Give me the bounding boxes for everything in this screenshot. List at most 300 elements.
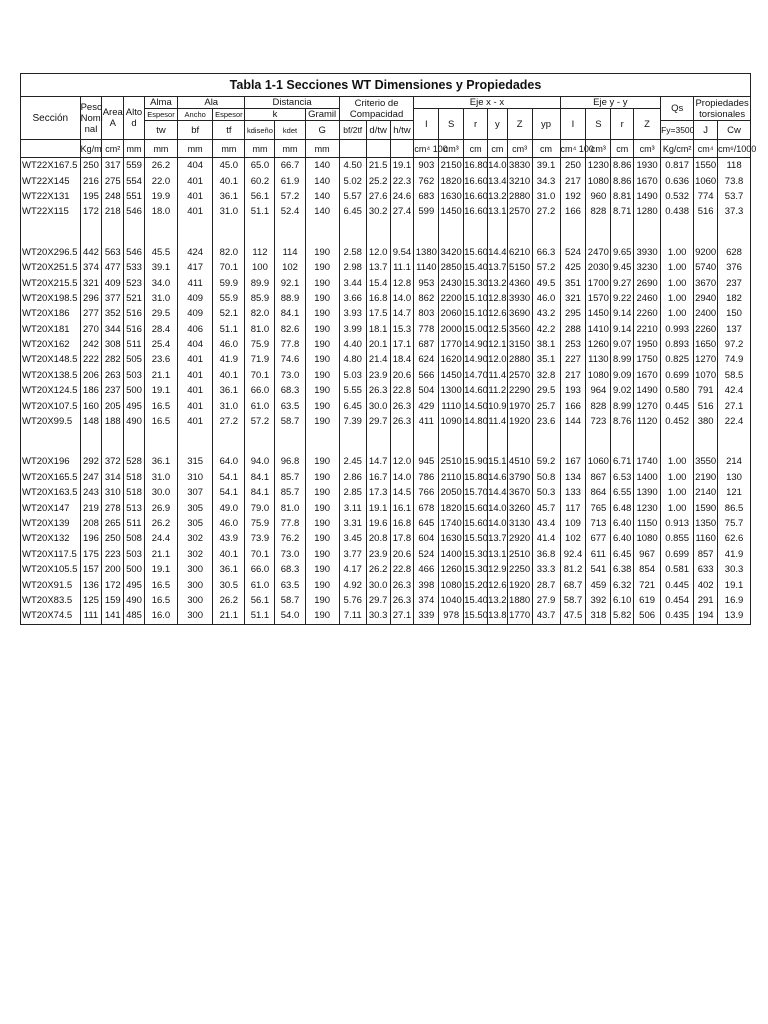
table-cell: 50.8: [532, 470, 560, 485]
table-cell: 175: [80, 547, 102, 562]
table-cell: 26.3: [390, 577, 414, 592]
table-cell: 503: [124, 368, 145, 383]
table-cell: 3230: [634, 260, 661, 275]
table-cell: 401: [178, 414, 213, 429]
table-cell: 59.2: [532, 454, 560, 469]
table-cell: 1590: [694, 500, 718, 515]
table-cell: 253: [560, 337, 586, 352]
section-name-cell: WT22X167.5: [21, 158, 80, 174]
table-cell: 16.8: [366, 291, 390, 306]
table-cell: 1270: [694, 352, 718, 367]
table-cell: 31.0: [213, 204, 245, 219]
table-cell: 1140: [414, 260, 439, 275]
table-cell: 85.9: [245, 291, 275, 306]
table-cell: 425: [560, 260, 586, 275]
table-cell: 14.7: [366, 454, 390, 469]
spacer-cell: [560, 429, 586, 454]
table-cell: 41.4: [532, 531, 560, 546]
table-cell: 0.580: [661, 383, 694, 398]
table-cell: 3150: [507, 337, 532, 352]
table-cell: 190: [305, 352, 339, 367]
table-cell: 26.2: [366, 562, 390, 577]
table-cell: 300: [178, 593, 213, 608]
table-cell: 2470: [586, 245, 611, 260]
table-cell: 401: [178, 352, 213, 367]
table-cell: 52.4: [275, 204, 305, 219]
table-row: [21, 306, 750, 321]
table-cell: 1930: [634, 158, 661, 174]
table-cell: 1230: [634, 500, 661, 515]
table-cell: 10.9: [487, 398, 507, 413]
table-cell: 2200: [439, 291, 464, 306]
table-cell: 34.0: [144, 275, 177, 290]
table-cell: 243: [80, 485, 102, 500]
table-cell: 205: [102, 398, 124, 413]
table-cell: 250: [80, 158, 102, 174]
table-cell: 39.1: [532, 158, 560, 174]
table-cell: 1160: [694, 531, 718, 546]
table-cell: 14.80: [464, 414, 488, 429]
spacer-cell: [532, 220, 560, 245]
table-cell: 81.2: [560, 562, 586, 577]
table-cell: 2430: [439, 275, 464, 290]
table-cell: 37.3: [724, 206, 744, 218]
table-cell: 190: [305, 322, 339, 337]
table-cell: 102: [275, 260, 305, 275]
table-cell: 406: [178, 322, 213, 337]
table-cell: 140: [305, 173, 339, 188]
table-cell: 1280: [634, 204, 661, 219]
table-cell: 2690: [634, 275, 661, 290]
header-distancia: Distancia: [245, 97, 339, 109]
table-cell: 554: [124, 173, 145, 188]
table-cell: 4.80: [339, 352, 366, 367]
table-cell: 13.9: [724, 610, 744, 622]
table-cell: 903: [414, 158, 439, 174]
table-cell: 352: [102, 306, 124, 321]
table-cell: 3560: [507, 322, 532, 337]
table-cell: 14.90: [464, 352, 488, 367]
table-cell: 30.3: [724, 564, 744, 576]
table-cell: 16.1: [390, 500, 414, 515]
header-bf: bf: [178, 121, 213, 140]
table-cell: 28.4: [144, 322, 177, 337]
table-cell: 70.1: [245, 547, 275, 562]
table-cell: 36.1: [213, 562, 245, 577]
table-cell: 683: [414, 189, 439, 204]
units-cell: cm²: [102, 140, 124, 158]
table-cell: 7.39: [339, 414, 366, 429]
table-cell: 0.636: [661, 173, 694, 188]
table-cell: 4.50: [339, 158, 366, 174]
table-cell: 26.2: [144, 158, 177, 174]
table-cell: 945: [414, 454, 439, 469]
table-cell: 23.6: [532, 414, 560, 429]
table-cell: 29.7: [366, 593, 390, 608]
table-cell: 442: [80, 245, 102, 260]
table-cell: 31.0: [144, 291, 177, 306]
table-cell: 77.8: [275, 516, 305, 531]
table-cell: 1260: [586, 337, 611, 352]
table-cell: 4.40: [339, 337, 366, 352]
table-cell: 2.86: [339, 470, 366, 485]
table-cell: 1230: [586, 158, 611, 174]
table-cell: 1060: [694, 173, 718, 188]
table-cell: 1450: [439, 368, 464, 383]
header-j: J: [694, 121, 718, 140]
table-cell: 2060: [439, 306, 464, 321]
table-cell: 112: [245, 245, 275, 260]
table-cell: 100: [245, 260, 275, 275]
table-cell: 300: [178, 608, 213, 623]
table-cell: 9.09: [611, 368, 634, 383]
table-cell: 1820: [439, 173, 464, 188]
table-cell: 3.99: [339, 322, 366, 337]
table-cell: 1490: [634, 189, 661, 204]
table-cell: 308: [102, 337, 124, 352]
table-cell: 16.60: [464, 189, 488, 204]
table-cell: 20.6: [390, 547, 414, 562]
table-cell: 551: [124, 189, 145, 204]
table-cell: 16.5: [144, 593, 177, 608]
units-cell: mm: [275, 140, 305, 158]
table-cell: 376: [726, 262, 742, 274]
table-cell: 190: [305, 306, 339, 321]
table-cell: 828: [586, 204, 611, 219]
table-cell: 721: [634, 577, 661, 592]
table-cell: 14.0: [487, 516, 507, 531]
header-yp: yp: [532, 109, 560, 140]
table-title: Tabla 1-1 Secciones WT Dimensiones y Propiedades: [21, 74, 750, 97]
table-cell: 3930: [507, 291, 532, 306]
table-cell: 167: [560, 454, 586, 469]
table-cell: 1770: [507, 608, 532, 623]
table-cell: 2940: [694, 291, 718, 306]
spacer-cell: [102, 220, 124, 245]
table-cell: 14.70: [464, 368, 488, 383]
table-cell: 6210: [507, 245, 532, 260]
table-cell: 166: [560, 204, 586, 219]
table-cell: 30.0: [366, 398, 390, 413]
table-row: [21, 368, 750, 383]
table-cell: 23.6: [144, 352, 177, 367]
table-cell: 23.9: [366, 547, 390, 562]
table-cell: 15.30: [464, 275, 488, 290]
table-cell: 1630: [439, 189, 464, 204]
header-ala-espesor: Espesor: [213, 109, 245, 121]
header-iy: I: [560, 109, 586, 140]
table-cell: 2150: [439, 158, 464, 174]
table-cell: 19.6: [366, 516, 390, 531]
table-cell: 516: [124, 322, 145, 337]
table-cell: 503: [124, 547, 145, 562]
table-cell: 1350: [694, 516, 718, 531]
table-cell: 0.699: [661, 547, 694, 562]
table-cell: 15.1: [487, 454, 507, 469]
table-cell: 190: [305, 547, 339, 562]
table-cell: 2260: [634, 306, 661, 321]
table-cell: 192: [560, 189, 586, 204]
table-cell: 1260: [439, 562, 464, 577]
table-cell: 29.7: [366, 414, 390, 429]
table-cell: 250: [560, 158, 586, 174]
section-name-cell: WT20X117.5: [21, 547, 80, 562]
table-cell: 43.9: [213, 531, 245, 546]
table-cell: 401: [178, 189, 213, 204]
header-ala: Ala: [178, 97, 245, 109]
table-cell: 54.1: [213, 485, 245, 500]
table-cell: 599: [414, 204, 439, 219]
table-cell: 219: [80, 500, 102, 515]
table-cell: 2920: [507, 531, 532, 546]
table-cell: 144: [560, 414, 586, 429]
table-row: [21, 383, 750, 398]
table-cell: 0.817: [661, 158, 694, 174]
table-cell: 263: [102, 368, 124, 383]
table-cell: 11.4: [487, 414, 507, 429]
spacer-cell: [366, 220, 390, 245]
table-cell: 45.7: [532, 500, 560, 515]
table-cell: 22.8: [390, 562, 414, 577]
table-cell: 16.9: [724, 594, 744, 606]
table-cell: 2510: [507, 547, 532, 562]
table-cell: 687: [414, 337, 439, 352]
table-cell: 6.53: [611, 470, 634, 485]
table-cell: 121: [726, 487, 742, 499]
table-cell: 14.60: [464, 383, 488, 398]
table-cell: 1300: [439, 383, 464, 398]
table-cell: 1.00: [661, 260, 694, 275]
table-cell: 61.0: [245, 398, 275, 413]
table-cell: 401: [178, 383, 213, 398]
table-cell: 506: [634, 608, 661, 623]
table-cell: 611: [586, 547, 611, 562]
table-cell: 8.81: [611, 189, 634, 204]
units-cell: cm: [487, 140, 507, 158]
table-cell: 302: [178, 531, 213, 546]
table-cell: 27.6: [366, 189, 390, 204]
table-cell: 46.0: [213, 516, 245, 531]
table-cell: 19.1: [390, 158, 414, 174]
spacer-cell: [487, 220, 507, 245]
table-cell: 130: [726, 471, 742, 483]
table-cell: 723: [586, 414, 611, 429]
units-cell: [339, 140, 366, 158]
table-cell: 15.20: [464, 577, 488, 592]
spacer-cell: [634, 429, 661, 454]
table-cell: 75.9: [245, 337, 275, 352]
table-cell: 8.86: [611, 173, 634, 188]
table-cell: 6.40: [611, 516, 634, 531]
table-cell: 186: [80, 383, 102, 398]
table-cell: 36.1: [213, 383, 245, 398]
table-cell: 1080: [439, 577, 464, 592]
table-cell: 1070: [694, 368, 718, 383]
table-cell: 14.7: [390, 306, 414, 321]
table-cell: 1150: [634, 516, 661, 531]
table-cell: 2.98: [339, 260, 366, 275]
table-cell: 296: [80, 291, 102, 306]
table-cell: 86.5: [724, 502, 744, 514]
table-cell: 305: [178, 516, 213, 531]
table-cell: 14.90: [464, 337, 488, 352]
table-cell: 43.4: [532, 516, 560, 531]
table-cell: 2570: [507, 368, 532, 383]
table-cell: 9.02: [611, 383, 634, 398]
table-cell: 15.60: [464, 245, 488, 260]
table-cell: 61.0: [245, 577, 275, 592]
table-cell: 857: [694, 547, 718, 562]
group-spacer: [21, 429, 750, 454]
table-cell: 3670: [507, 485, 532, 500]
table-cell: 404: [178, 337, 213, 352]
table-cell: 118: [726, 160, 742, 172]
table-cell: 45.0: [213, 158, 245, 174]
table-cell: 214: [726, 456, 742, 468]
table-row: [21, 204, 750, 219]
spacer-cell: [305, 429, 339, 454]
table-row: [21, 260, 750, 275]
table-cell: 140: [305, 158, 339, 174]
table-cell: 270: [80, 322, 102, 337]
table-cell: 5740: [694, 260, 718, 275]
table-cell: 61.9: [275, 173, 305, 188]
header-gramil: Gramil: [305, 109, 339, 121]
table-cell: 15.50: [464, 608, 488, 623]
section-name-cell: WT22X131: [21, 189, 80, 204]
table-cell: 49.5: [532, 275, 560, 290]
table-cell: 15.00: [464, 322, 488, 337]
table-cell: 500: [124, 562, 145, 577]
table-cell: 2000: [439, 322, 464, 337]
section-name-cell: WT20X74.5: [21, 608, 80, 623]
table-cell: 51.1: [245, 608, 275, 623]
table-cell: 13.2: [487, 593, 507, 608]
table-cell: 3550: [694, 454, 718, 469]
table-cell: 15.30: [464, 562, 488, 577]
table-cell: 862: [414, 291, 439, 306]
spacer-cell: [21, 429, 80, 454]
spacer-cell: [178, 220, 213, 245]
table-cell: 15.50: [464, 531, 488, 546]
table-cell: 505: [124, 352, 145, 367]
table-cell: 3830: [507, 158, 532, 174]
table-cell: 1080: [586, 173, 611, 188]
table-cell: 4.92: [339, 577, 366, 592]
table-cell: 1740: [634, 454, 661, 469]
table-cell: 43.7: [532, 608, 560, 623]
table-cell: 58.7: [275, 593, 305, 608]
table-row: [21, 322, 750, 337]
table-cell: 19.1: [366, 500, 390, 515]
table-cell: 1400: [634, 470, 661, 485]
table-cell: 33.3: [532, 562, 560, 577]
table-cell: 1.00: [661, 275, 694, 290]
table-cell: 7.11: [339, 608, 366, 623]
table-cell: 22.8: [390, 383, 414, 398]
section-name-cell: WT20X91.5: [21, 577, 80, 592]
table-cell: 0.454: [661, 593, 694, 608]
table-cell: 490: [124, 593, 145, 608]
units-cell: mm: [213, 140, 245, 158]
spacer-cell: [21, 220, 80, 245]
table-cell: 21.1: [213, 608, 245, 623]
spacer-cell: [560, 220, 586, 245]
table-cell: 8.99: [611, 398, 634, 413]
table-cell: 624: [414, 352, 439, 367]
table-cell: 57.2: [245, 414, 275, 429]
table-cell: 2.58: [339, 245, 366, 260]
table-cell: 27.1: [724, 400, 744, 412]
spacer-cell: [366, 429, 390, 454]
table-cell: 9.27: [611, 275, 634, 290]
spacer-cell: [245, 220, 275, 245]
table-cell: 13.7: [487, 260, 507, 275]
table-cell: 2400: [694, 306, 718, 321]
table-cell: 1920: [507, 414, 532, 429]
table-cell: 27.4: [390, 204, 414, 219]
table-cell: 645: [414, 516, 439, 531]
table-cell: 190: [305, 414, 339, 429]
section-name-cell: WT20X181: [21, 322, 80, 337]
table-cell: 52.1: [213, 306, 245, 321]
table-cell: 1550: [694, 158, 718, 174]
table-cell: 964: [586, 383, 611, 398]
spacer-cell: [718, 429, 750, 454]
header-kdiseno: kdiseño: [245, 121, 275, 140]
table-cell: 237: [726, 277, 742, 289]
table-cell: 1670: [634, 173, 661, 188]
table-cell: 19.1: [144, 562, 177, 577]
table-row: [21, 189, 750, 204]
table-cell: 12.5: [487, 322, 507, 337]
table-cell: 778: [414, 322, 439, 337]
spacer-cell: [275, 220, 305, 245]
table-cell: 66.7: [275, 158, 305, 174]
spacer-cell: [439, 429, 464, 454]
table-cell: 8.99: [611, 352, 634, 367]
table-cell: 16.60: [464, 173, 488, 188]
table-cell: 22.0: [144, 173, 177, 188]
table-cell: 18.1: [366, 322, 390, 337]
table-cell: 26.3: [366, 383, 390, 398]
table-cell: 1700: [586, 275, 611, 290]
table-cell: 278: [102, 500, 124, 515]
table-cell: 1.00: [661, 245, 694, 260]
table-cell: 188: [102, 414, 124, 429]
table-cell: 417: [178, 260, 213, 275]
table-cell: 102: [560, 531, 586, 546]
table-cell: 4360: [507, 275, 532, 290]
table-cell: 25.4: [144, 337, 177, 352]
table-row: [21, 593, 750, 608]
table-row: [21, 608, 750, 623]
table-cell: 275: [102, 173, 124, 188]
table-cell: 227: [560, 352, 586, 367]
section-name-cell: WT20X132: [21, 531, 80, 546]
table-cell: 136: [80, 577, 102, 592]
section-name-cell: WT22X115: [21, 204, 80, 219]
units-cell: cm: [532, 140, 560, 158]
table-row: [21, 173, 750, 188]
table-cell: 22.4: [724, 416, 744, 428]
table-cell: 35.1: [532, 352, 560, 367]
spacer-cell: [611, 220, 634, 245]
table-cell: 867: [586, 470, 611, 485]
table-cell: 73.0: [275, 547, 305, 562]
table-cell: 66.0: [245, 562, 275, 577]
table-cell: 1120: [634, 414, 661, 429]
